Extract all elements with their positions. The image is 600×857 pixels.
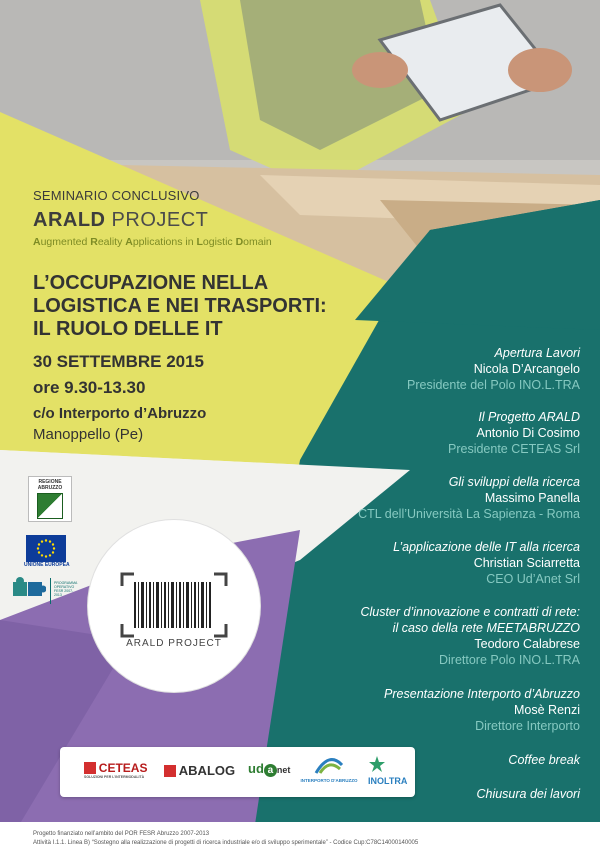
barcode-icon [120,572,228,638]
event-city: Manoppello (Pe) [33,426,144,443]
program-item: Gli sviluppi della ricerca Massimo Panella CTL dell’Università La Sapienza - Roma [358,475,580,521]
closing: Chiusura dei lavori [476,787,580,801]
event-date: 30 SETTEMBRE 2015 [33,352,205,371]
program-item: Il Progetto ARALD Antonio Di Cosimo Presidente CETEAS Srl [448,410,580,456]
program-item: Presentazione Interporto d’Abruzzo Mosè Renzi Direttore Interporto [384,687,580,733]
udanet-logo: ud a net [248,761,291,776]
program-item: Cluster d’innovazione e contratti di rete: il caso della rete MEETABRUZZO Teodoro Calabrese Direttore Polo INO.L.TRA [360,605,580,667]
project-title: ARALD PROJECT [33,209,209,231]
event-venue: c/o Interporto d’Abruzzo [33,405,207,422]
headline: L’OCCUPAZIONE NELLA LOGISTICA E NEI TRASPORTI: IL RUOLO DELLE IT [33,272,327,340]
partner-logos-bar [60,747,415,797]
eu-flag-icon [26,535,66,562]
coffee-break: Coffee break [508,753,580,767]
interporto-logo: INTERPORTO D'ABRUZZO [298,755,360,783]
puzzle-icon [12,576,46,602]
por-label: PROGRAMMA OPERATIVO FESR 2007-2013 [54,581,78,597]
abalog-logo: ABALOG [164,763,235,778]
footer-line-2: Attività I.1.1. Linea B) “Sostegno alla realizzazione di progetti di ricerca industriale e/o di sviluppo sperimentale” - Codice Cup:C78C14000140005 [33,840,419,846]
event-time: ore 9.30-13.30 [33,378,146,397]
shield-icon [37,493,63,519]
ceteas-logo: CETEAS SOLUZIONI PER L'INTERMODALITÀ [84,761,148,779]
eu-label: UNIONE EUROPEA [24,562,70,568]
inoltra-logo: INOLTRA [368,755,415,787]
interporto-icon [314,755,344,775]
project-subtitle: Augmented Reality Applications in Logistic Domain [33,236,272,248]
footer-line-1: Progetto finanziato nell’ambito del POR FESR Abruzzo 2007-2013 [33,831,210,837]
seminar-label: SEMINARIO CONCLUSIVO [33,188,200,203]
regione-abruzzo-logo: REGIONE ABRUZZO [28,476,72,522]
program-item: L’applicazione delle IT alla ricerca Christian Sciarretta CEO Ud’Anet Srl [393,540,580,586]
star-icon [368,755,386,773]
program-item: Apertura Lavori Nicola D’Arcangelo Presidente del Polo INO.L.TRA [407,346,580,392]
barcode-label: ARALD PROJECT [126,638,222,649]
